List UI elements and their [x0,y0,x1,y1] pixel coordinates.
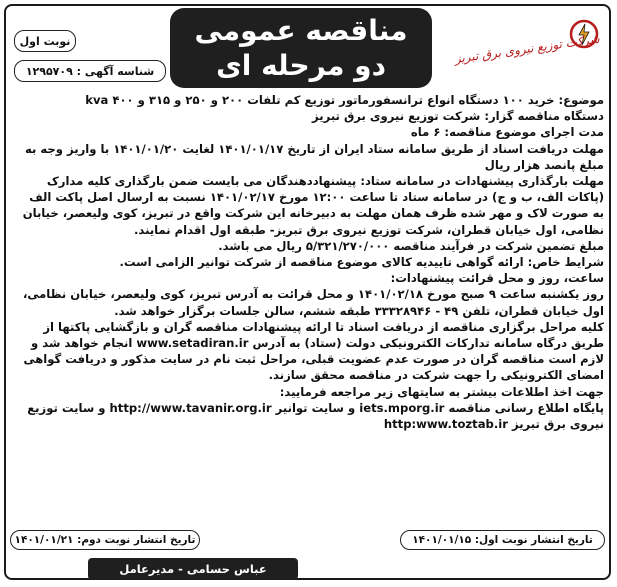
special-conditions: شرایط خاص: ارائه گواهی تاییدیه کالای موضوع مناقصه از شرکت توانیر الزامی است. [119,255,604,270]
procedures: کلیه مراحل برگزاری مناقصه از دریافت اسناد تا ارائه پیشنهادات مناقصه گران و بازگشایی پاکتها از طریق درگاه سامانه تدارکات الکترونیکی دولت (ستاد) به آدرس www.setadiran.ir انجام خواهد شد و لازم است مناقصه گران در صورت عدم عضویت قبلی، مراحل ثبت نام در سایت مذکور و دریافت گواهی امضای الکترونیکی را جهت شرکت در مناقصه محقق سازند. [23,319,604,383]
publish-dates [10,530,605,550]
duration: مدت اجرای موضوع مناقصه: ۶ ماه [410,125,604,140]
company-logo [453,18,601,78]
opening-heading: ساعت، روز و محل قرائت پیشنهادات: [390,271,604,286]
second-publish-date: تاریخ انتشار نوبت دوم: ۱۴۰۱/۰۱/۲۱ [10,530,200,550]
document-deadline: مهلت دریافت اسناد از طریق سامانه ستاد ایران از تاریخ ۱۴۰۱/۰۱/۱۷ لغایت ۱۴۰۱/۰۱/۲۰ با واریز وجه به مبلغ پانصد هزار ریال [24,141,604,172]
notice-body [14,92,604,432]
round-badge: نوبت اول [14,30,76,52]
title-line-1: مناقصه عمومی [194,14,408,47]
opening-details: روز یکشنبه ساعت ۹ صبح مورخ ۱۴۰۱/۰۲/۱۸ و محل قرائت به آدرس تبریز، کوی ولیعصر، خیابان نظامی، اول خیابان قطران، تلفن ۴۹ - ۳۳۳۲۸۹۴۶ طبقه ششم، سالن جلسات برگزار خواهد شد. [22,287,604,318]
company-name: شرکت توزیع نیروی برق تبریز [453,31,601,66]
title-line-2: دو مرحله ای [216,49,386,82]
more-info: جهت اخذ اطلاعات بیشتر به سایتهای زیر مراجعه فرمایید: [279,384,604,399]
guarantee: مبلغ تضمین شرکت در فرآیند مناقصه ۵/۳۲۱/۲۷۰/۰۰۰ ریال می باشد. [218,238,604,253]
ad-number-badge: شناسه آگهی : ۱۲۹۵۷۰۹ [14,60,166,82]
first-publish-date: تاریخ انتشار نوبت اول: ۱۴۰۱/۰۱/۱۵ [400,530,605,550]
subject: موضوع: خرید ۱۰۰ دستگاه انواع ترانسفورماتور توزیع کم تلفات ۲۰۰ و ۲۵۰ و ۳۱۵ و ۴۰۰ kva [85,93,604,107]
proposal-deadline: مهلت بارگذاری پیشنهادات در سامانه ستاد: پیشنهاددهندگان می بایست ضمن بارگذاری کلیه مدارک (پاکات الف، ب و ج) در سامانه ستاد تا ساعت ۱۲:۰۰ مورخ ۱۴۰۱/۰۲/۱۷ نسبت به ارسال اصل پاکت الف به صورت لاک و مهر شده ظرف همان مهلت به دبیرخانه این شرکت واقع در تبریز، کوی ولیعصر، خیابان نظامی، اول خیابان قطران، شرکت توزیع نیروی برق تبریز- طبقه اول اقدام نمایند. [22,174,604,237]
sites: پایگاه اطلاع رسانی مناقصه iets.mporg.ir و سایت توانیر http://www.tavanir.org.ir و سایت توزیع نیروی برق تبریز http:www.toztab.ir [27,400,604,432]
title-banner [170,8,432,88]
signer-name: عباس حسامی - مدیرعامل [88,558,298,580]
organizer: دستگاه مناقصه گزار: شرکت توزیع نیروی برق تبریز [312,109,604,124]
